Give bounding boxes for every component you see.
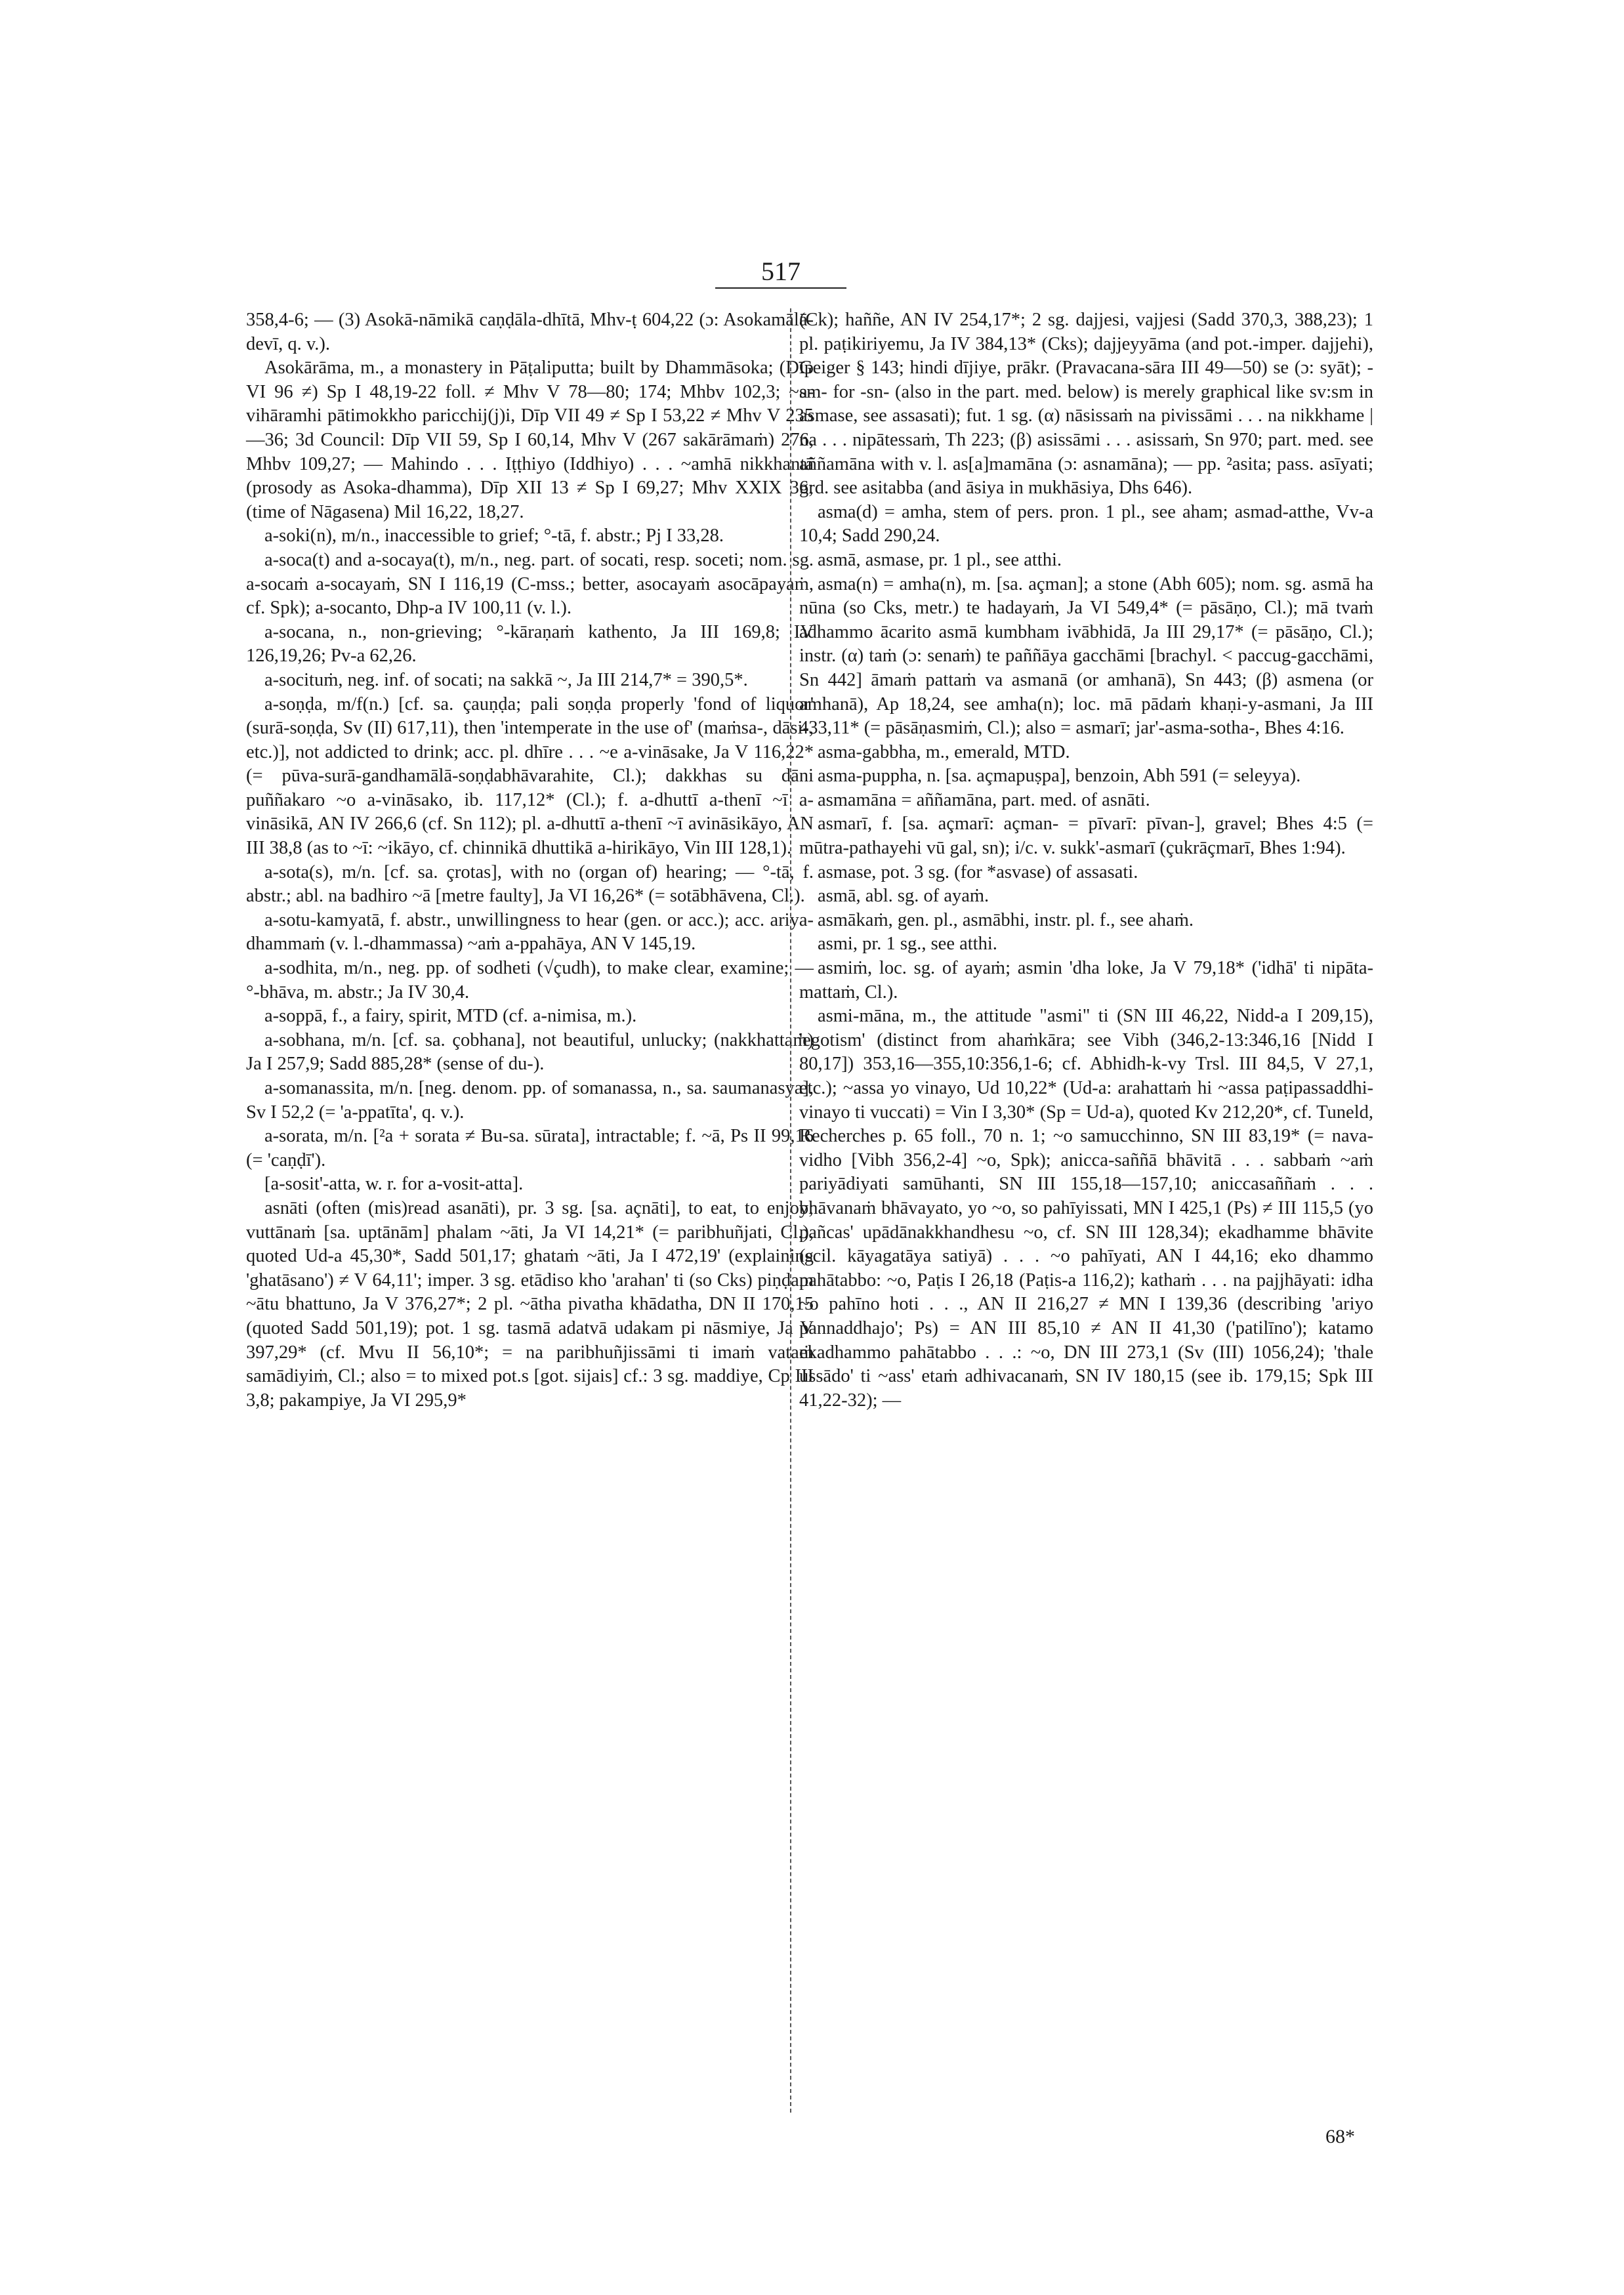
header-rule [715, 287, 846, 289]
entry-text: asmākaṁ, gen. pl., asmābhi, instr. pl. f., see ahaṁ. [818, 909, 1194, 930]
entry-text: asma(d) = amha, stem of pers. pron. 1 pl., see aham; asmad-atthe, Vv-a 10,4; Sadd 290,24. [799, 501, 1373, 547]
entry-text: Asokārāma, m., a monastery in Pāṭaliputta; built by Dhammāsoka; (Dīp VI 96 ≠) Sp I 48,19-22 foll. ≠ Mhv V 78—80; 174; Mhbv 102,3; ~a-vihāramhi pātimokkho paricchij(j)i, Dīp VII 49 ≠ Sp I 53,22 ≠ Mhv V 235—36; 3d Council: Dīp VII 59, Sp I 60,14, Mhv V (267 sakārāmaṁ) 276, Mhbv 109,27; — Mahindo . . . Iṭṭhiyo (Iddhiyo) . . . ~amhā nikkhantā (prosody as Asoka-dhamma), Dīp XII 13 ≠ Sp I 69,27; Mhv XXIX 36; (time of Nāgasena) Mil 16,22, 18,27. [246, 358, 814, 522]
entry-text: asma-gabbha, m., emerald, MTD. [818, 741, 1070, 762]
entry-text: a-socituṁ, neg. inf. of socati; na sakkā ~, Ja III 214,7* = 390,5*. [264, 669, 748, 690]
right-column [799, 308, 1373, 1413]
entry-text: [a-sosit'-atta, w. r. for a-vosit-atta]. [264, 1174, 524, 1195]
entry-text: a-sodhita, m/n., neg. pp. of sodheti (√çudh), to make clear, examine; — °-bhāva, m. abstr.; Ja IV 30,4. [246, 958, 814, 1003]
entry-text: a-soca(t) and a-socaya(t), m/n., neg. part. of socati, resp. soceti; nom. sg. a-socaṁ a-socayaṁ, SN I 116,19 (C-mss.; better, asocayaṁ asocāpayaṁ, cf. Spk); a-socanto, Dhp-a IV 100,11 (v. l.). [246, 549, 814, 619]
entry-text: asnāti (often (mis)read asanāti), pr. 3 sg. [sa. açnāti], to eat, to enjoy; vuttānaṁ [sa. uptānām] phalam ~āti, Ja VI 14,21* (= paribhuñjati, Cl.), quoted Ud-a 45,30*, Sadd 501,17; ghataṁ ~āti, Ja I 472,19' (explaining 'ghatāsano') ≠ V 64,11'; imper. 3 sg. etādiso kho 'arahan' ti (so Cks) piṇḍam ~ātu bhattuno, Ja V 376,27*; 2 pl. ~ātha pivatha khādatha, DN II 170,15 (quoted Sadd 501,19); pot. 1 sg. tasmā adatvā udakam pi nāsmiye, Ja V 397,29* (cf. Mvu II 56,10*; = na paribhuñjissāmi ti imaṁ vataṁ samādiyiṁ, Cl.; also = to mixed pot.s [got. sijais] cf.: 3 sg. maddiye, Cp III 3,8; pakampiye, Ja VI 295,9* [246, 1197, 814, 1411]
entry-text: asmā, abl. sg. of ayaṁ. [818, 886, 989, 907]
entry-text: a-sotu-kamyatā, f. abstr., unwillingness to hear (gen. or acc.); acc. ariya-dhammaṁ (v. l.-dhammassa) ~aṁ a-ppahāya, AN V 145,19. [246, 909, 814, 955]
entry-text: a-socana, n., non-grieving; °-kāraṇaṁ kathento, Ja III 169,8; IV 126,19,26; Pv-a 62,26. [246, 621, 814, 667]
entry-text: asmamāna = aññamāna, part. med. of asnāti. [818, 789, 1150, 810]
entry-text: a-soppā, f., a fairy, spirit, MTD (cf. a-nimisa, m.). [264, 1006, 637, 1027]
entry-text: asmā, asmase, pr. 1 pl., see atthi. [818, 549, 1062, 570]
entry-text: 358,4-6; — (3) Asokā-nāmikā caṇḍāla-dhītā, Mhv-ṭ 604,22 (ɔ: Asokamālā-devī, q. v.). [246, 310, 814, 354]
page-number: 517 [761, 257, 801, 286]
entry-text: (Ck); haññe, AN IV 254,17*; 2 sg. dajjesi, vajjesi (Sadd 370,3, 388,23); 1 pl. paṭikiriyemu, Ja IV 384,13* (Cks); dajjeyyāma (and pot.-imper. dajjehi), Geiger § 143; hindi dījiye, prākr. (Pravacana-sāra III 49—50) se (ɔ: syāt); -sm- for -sn- (also in the part. med. below) is merely graphical like sv:sm in asmase, see assasati); fut. 1 sg. (α) nāsissaṁ na pivissāmi . . . na nikkhame | na . . . nipātessaṁ, Th 223; (β) asissāmi . . . asissaṁ, Sn 970; part. med. see aññamāna with v. l. as[a]mamāna (ɔ: asnamāna); — pp. ²asita; pass. asīyati; grd. see asitabba (and āsiya in mukhāsiya, Dhs 646). [799, 310, 1373, 499]
entry-text: a-sorata, m/n. [²a + sorata ≠ Bu-sa. sūrata], intractable; f. ~ā, Ps II 99,16 (= 'caṇḍī'). [246, 1126, 814, 1170]
entry-text: a-sobhana, m/n. [cf. sa. çobhana], not beautiful, unlucky; (nakkhattaṁ) Ja I 257,9; Sadd 885,28* (sense of du-). [246, 1029, 814, 1075]
entry-text: a-soṇḍa, m/f(n.) [cf. sa. çauṇḍa; pali soṇḍa properly 'fond of liquor' (surā-soṇḍa, Sv (II) 617,11), then 'intemperate in the use of' (maṁsa-, dāsi-, etc.)], not addicted to drink; acc. pl. dhīre . . . ~e a-vināsake, Ja V 116,22* (= pūva-surā-gandhamālā-soṇḍabhāvarahite, Cl.); dakkhas su dāni puññakaro ~o a-vināsako, ib. 117,12* (Cl.); f. a-dhuttī a-thenī ~ī a-vināsikā, AN IV 266,6 (cf. Sn 112); pl. a-dhuttī a-thenī ~ī avināsikāyo, AN III 38,8 (as to ~ī: ~ikāyo, cf. chinnikā dhuttikā a-hirikāyo, Vin III 128,1). [246, 693, 814, 859]
left-column [246, 308, 814, 1413]
entry-text: asmi, pr. 1 sg., see atthi. [818, 934, 997, 955]
entry-text: asma-puppha, n. [sa. açmapuṣpa], benzoin, Abh 591 (= seleyya). [818, 766, 1301, 787]
column-divider [790, 308, 791, 2113]
entry-text: asmase, pot. 3 sg. (for *asvase) of assasati. [818, 861, 1138, 882]
entry-text: a-soki(n), m/n., inaccessible to grief; °-tā, f. abstr.; Pj I 33,28. [264, 526, 724, 547]
entry-text: a-somanassita, m/n. [neg. denom. pp. of somanassa, n., sa. saumanasya], Sv I 52,2 (= 'a-ppatīta', q. v.). [246, 1078, 814, 1123]
entry-text: asmarī, f. [sa. açmarī: açman- = pīvarī: pīvan-], gravel; Bhes 4:5 (= mūtra-pathayehi vū gal, sn); i/c. v. sukk'-asmarī (çukrāçmarī, Bhes 1:94). [799, 814, 1373, 859]
entry-text: a-sota(s), m/n. [cf. sa. çrotas], with no (organ of) hearing; — °-tā, f. abstr.; abl. na badhiro ~ā [metre faulty], Ja VI 16,26* (= sotābhāvena, Cl.). [246, 861, 814, 907]
signature-mark: 68* [1325, 2126, 1355, 2147]
entry-text: asmi-māna, m., the attitude "asmi" ti (SN III 46,22, Nidd-a I 209,15), 'egotism' (distinct from ahaṁkāra; see Vibh (346,2-13:346,16 [Nidd I 80,17]) 353,16—355,10:356,1-6; cf. Abhidh-k-vy Trsl. III 84,5, V 27,1, etc.); ~assa yo vinayo, Ud 10,22* (Ud-a: arahattaṁ hi ~assa paṭipassaddhi-vinayo ti vuccati) = Vin I 3,30* (Sp = Ud-a), quoted Kv 212,20*, cf. Tuneld, Recherches p. 65 foll., 70 n. 1; ~o samucchinno, SN III 83,19* (= nava-vidho [Vibh 356,2-4] ~o, Spk); anicca-saññā bhāvitā . . . sabbaṁ ~aṁ pariyādiyati samūhanti, SN III 155,18—157,10; aniccasaññaṁ . . . bhāvanaṁ bhāvayato, yo ~o, so pahīyissati, MN I 425,1 (Ps) ≠ III 115,5 (yo pañcas' upādānakkhandhesu ~o, cf. SN III 128,34); ekadhamme bhāvite (scil. kāyagatāya satiyā) . . . ~o pahīyati, AN I 44,16; eko dhammo pahātabbo: ~o, Paṭis I 26,18 (Paṭis-a 116,2); kathaṁ . . . na pajjhāyati: idha ~o pahīno hoti . . ., AN II 216,27 ≠ MN I 139,36 (describing 'ariyo pannaddhajo'; Ps) = AN III 85,10 ≠ AN II 41,30 ('patilīno'); katamo ekadhammo pahātabbo . . .: ~o, DN III 273,1 (Sv (III) 1056,24); 'thale ussādo' ti ~ass' etaṁ adhivacanaṁ, SN IV 180,15 (see ib. 179,15; Spk III 41,22-32); — [799, 1006, 1373, 1411]
entry-text: asmiṁ, loc. sg. of ayaṁ; asmin 'dha loke, Ja V 79,18* ('idhā' ti nipāta-mattaṁ, Cl.). [799, 958, 1373, 1003]
entry-text: asma(n) = amha(n), m. [sa. açman]; a stone (Abh 605); nom. sg. asmā ha nūna (so Cks, metr.) te hadayaṁ, Ja VI 549,4* (= pāsāṇo, Cl.); mā tvaṁ adhammo ācarito asmā kumbham ivābhidā, Ja III 29,17* (= pāsāṇo, Cl.); instr. (α) taṁ (ɔ: senaṁ) te paññāya gacchāmi [brachyl. < paccug-gacchāmi, Sn 442] āmaṁ pattaṁ va asmanā (or amhanā), Sn 443; (β) asmena (or amhanā), Ap 18,24, see amha(n); loc. mā pādaṁ khaṇi-y-asmani, Ja III 433,11* (= pāsāṇasmiṁ, Cl.); also = asmarī; jar'-asma-sotha-, Bhes 4:16. [799, 573, 1373, 739]
